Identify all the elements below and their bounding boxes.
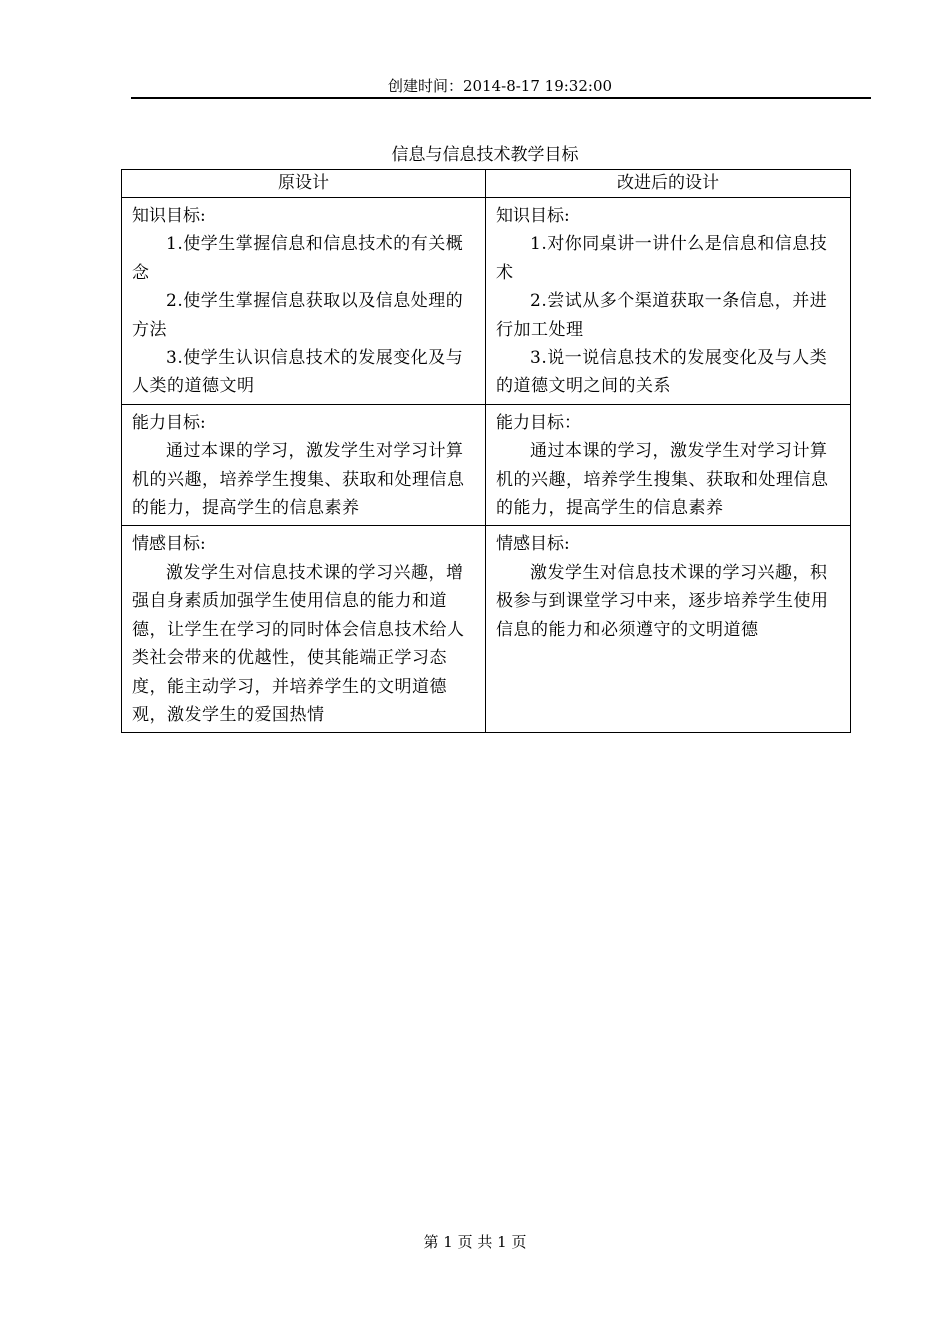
cell-improved-emotion bbox=[486, 526, 851, 733]
page-number: 第 1 页 共 1 页 bbox=[423, 1233, 527, 1251]
list-item: 2.尝试从多个渠道获取一条信息，并进行加工处理 bbox=[496, 291, 828, 340]
section-label: 能力目标: bbox=[132, 412, 206, 433]
paragraph: 激发学生对信息技术课的学习兴趣，增强自身素质加强学生使用信息的能力和道德，让学生在学习的同时体会信息技术给人类社会带来的优越性，使其能端正学习态度，能主动学习，并培养学生的文明道德观，激发学生的爱国热情 bbox=[132, 562, 465, 725]
section-label: 知识目标: bbox=[132, 206, 206, 226]
table-row-ability bbox=[122, 404, 851, 526]
paragraph: 通过本课的学习，激发学生对学习计算机的兴趣，培养学生搜集、获取和处理信息的能力，提高学生的信息素养 bbox=[132, 441, 465, 519]
list-item: 1.使学生掌握信息和信息技术的有关概念 bbox=[132, 234, 464, 283]
created-time: 创建时间：2014-8-17 19:32:00 bbox=[387, 77, 613, 95]
list-item: 2.使学生掌握信息获取以及信息处理的方法 bbox=[132, 291, 464, 340]
header-rule bbox=[131, 97, 871, 99]
table-row-knowledge bbox=[122, 198, 851, 405]
objectives-table bbox=[121, 169, 851, 733]
cell-improved-knowledge bbox=[486, 198, 851, 405]
list-item: 3.使学生认识信息技术的发展变化及与人类的道德文明 bbox=[132, 348, 464, 397]
column-header-improved: 改进后的设计 bbox=[486, 170, 851, 198]
section-label: 知识目标: bbox=[496, 206, 570, 226]
document-title: 信息与信息技术教学目标 bbox=[391, 145, 579, 165]
cell-original-knowledge bbox=[122, 198, 486, 405]
list-item: 3.说一说信息技术的发展变化及与人类的道德文明之间的关系 bbox=[496, 348, 828, 397]
table-header-row bbox=[122, 170, 851, 198]
paragraph: 通过本课的学习，激发学生对学习计算机的兴趣，培养学生搜集、获取和处理信息的能力，提高学生的信息素养 bbox=[496, 441, 829, 519]
column-header-original: 原设计 bbox=[122, 170, 486, 198]
paragraph: 激发学生对信息技术课的学习兴趣，积极参与到课堂学习中来，逐步培养学生使用信息的能力和必须遵守的文明道德 bbox=[496, 562, 829, 640]
list-item: 1.对你同桌讲一讲什么是信息和信息技术 bbox=[496, 234, 828, 283]
section-label: 情感目标: bbox=[132, 534, 206, 555]
cell-improved-ability bbox=[486, 404, 851, 526]
section-label: 能力目标： bbox=[496, 412, 581, 433]
cell-original-ability bbox=[122, 404, 486, 526]
cell-original-emotion bbox=[122, 526, 486, 733]
table-row-emotion bbox=[122, 526, 851, 733]
section-label: 情感目标: bbox=[496, 534, 570, 555]
